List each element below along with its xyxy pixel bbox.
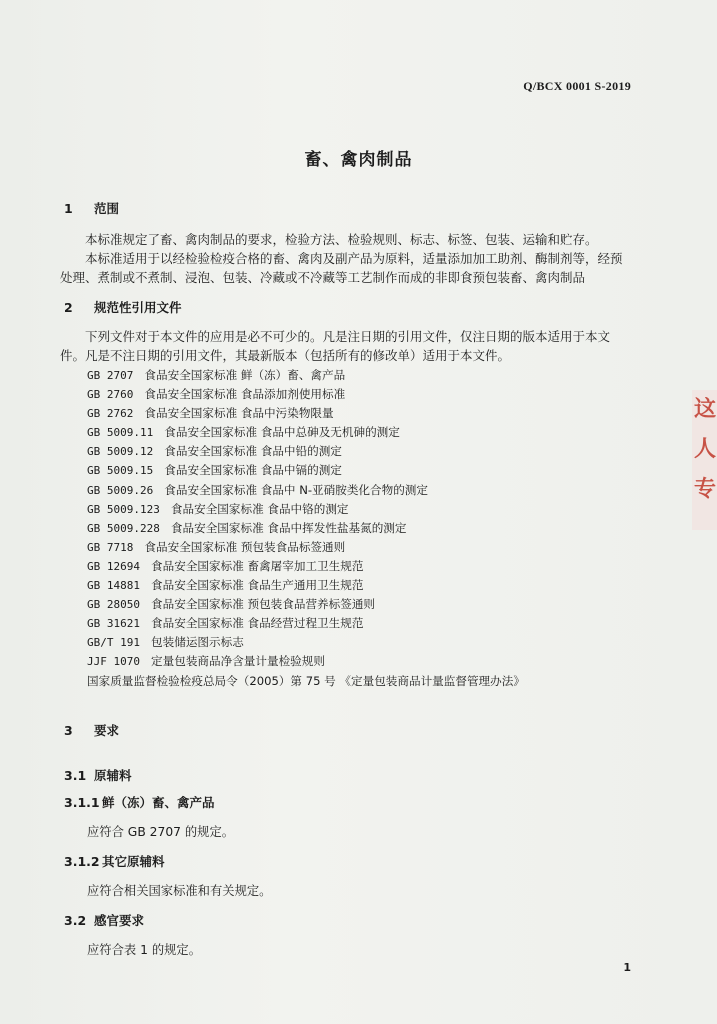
- reference-item: GB 2760 食品安全国家标准 食品添加剂使用标准: [87, 387, 346, 402]
- reference-item: GB/T 191 包装储运图示标志: [87, 635, 244, 650]
- page-number: 1: [623, 961, 631, 974]
- reference-item: GB 2707 食品安全国家标准 鲜（冻）畜、禽产品: [87, 368, 346, 382]
- section-3-1-2-text: 应符合相关国家标准和有关规定。: [87, 884, 272, 898]
- scope-paragraph-2: 本标准适用于以经检验检疫合格的畜、禽肉及副产品为原料，适量添加加工助剂、酶制剂等，经预处理、煮制或不煮制、浸泡、包装、冷藏或不冷藏等工艺制作而成的非即食预包装畜、禽肉制品: [60, 251, 623, 285]
- reference-item: GB 5009.15 食品安全国家标准 食品中镉的测定: [87, 463, 342, 478]
- scope-paragraph-1: 本标准规定了畜、禽肉制品的要求，检验方法、检验规则、标志、标签、包装、运输和贮存。: [85, 232, 598, 247]
- normative-references-list: [87, 366, 525, 691]
- section-2-intro: 下列文件对于本文件的应用是必不可少的。凡是注日期的引用文件，仅注日期的版本适用于本文件。凡是不注日期的引用文件，其最新版本（包括所有的修改单）适用于本文件。: [60, 329, 611, 363]
- reference-item: GB 5009.123 食品安全国家标准 食品中铬的测定: [87, 501, 349, 516]
- standard-code: Q/BCX 0001 S-2019: [523, 79, 631, 93]
- reference-item: JJF 1070 定量包装商品净含量计量检验规则: [87, 654, 325, 669]
- reference-item: GB 14881 食品安全国家标准 食品生产通用卫生规范: [87, 578, 364, 593]
- red-seal-stamp: 这 人 专: [692, 390, 717, 530]
- reference-item: GB 7718 食品安全国家标准 预包装食品标签通则: [87, 539, 346, 554]
- reference-item: GB 12694 食品安全国家标准 畜禽屠宰加工卫生规范: [87, 558, 364, 573]
- reference-item: GB 5009.12 食品安全国家标准 食品中铅的测定: [87, 444, 342, 459]
- section-1-body: [60, 230, 632, 287]
- section-3-2-text: 应符合表 1 的规定。: [87, 943, 202, 957]
- reference-item: GB 31621 食品安全国家标准 食品经营过程卫生规范: [87, 616, 364, 631]
- section-3-1-2-heading: 3.1.2 其它原辅料: [64, 854, 165, 869]
- document-title: 畜、禽肉制品: [304, 150, 413, 170]
- reference-item: 国家质量监督检验检疫总局令（2005）第 75 号 《定量包装商品计量监督管理办法》: [87, 673, 525, 688]
- reference-item: GB 28050 食品安全国家标准 预包装食品营养标签通则: [87, 597, 376, 612]
- section-1-heading: 1 范围: [64, 201, 120, 216]
- section-3-1-1-text: 应符合 GB 2707 的规定。: [87, 825, 235, 839]
- reference-item: GB 5009.11 食品安全国家标准 食品中总砷及无机砷的测定: [87, 425, 400, 440]
- section-3-1-heading: 3.1 原辅料: [64, 768, 132, 783]
- reference-item: GB 5009.228 食品安全国家标准 食品中挥发性盐基氮的测定: [87, 520, 407, 535]
- reference-item: GB 5009.26 食品安全国家标准 食品中 N-亚硝胺类化合物的测定: [87, 482, 428, 497]
- section-3-2-heading: 3.2 感官要求: [64, 913, 145, 928]
- section-2-heading: 2 规范性引用文件: [64, 300, 182, 315]
- reference-item: GB 2762 食品安全国家标准 食品中污染物限量: [87, 406, 334, 421]
- section-3-1-1-heading: 3.1.1 鲜（冻）畜、禽产品: [64, 795, 215, 810]
- section-3-heading: 3 要求: [64, 723, 120, 738]
